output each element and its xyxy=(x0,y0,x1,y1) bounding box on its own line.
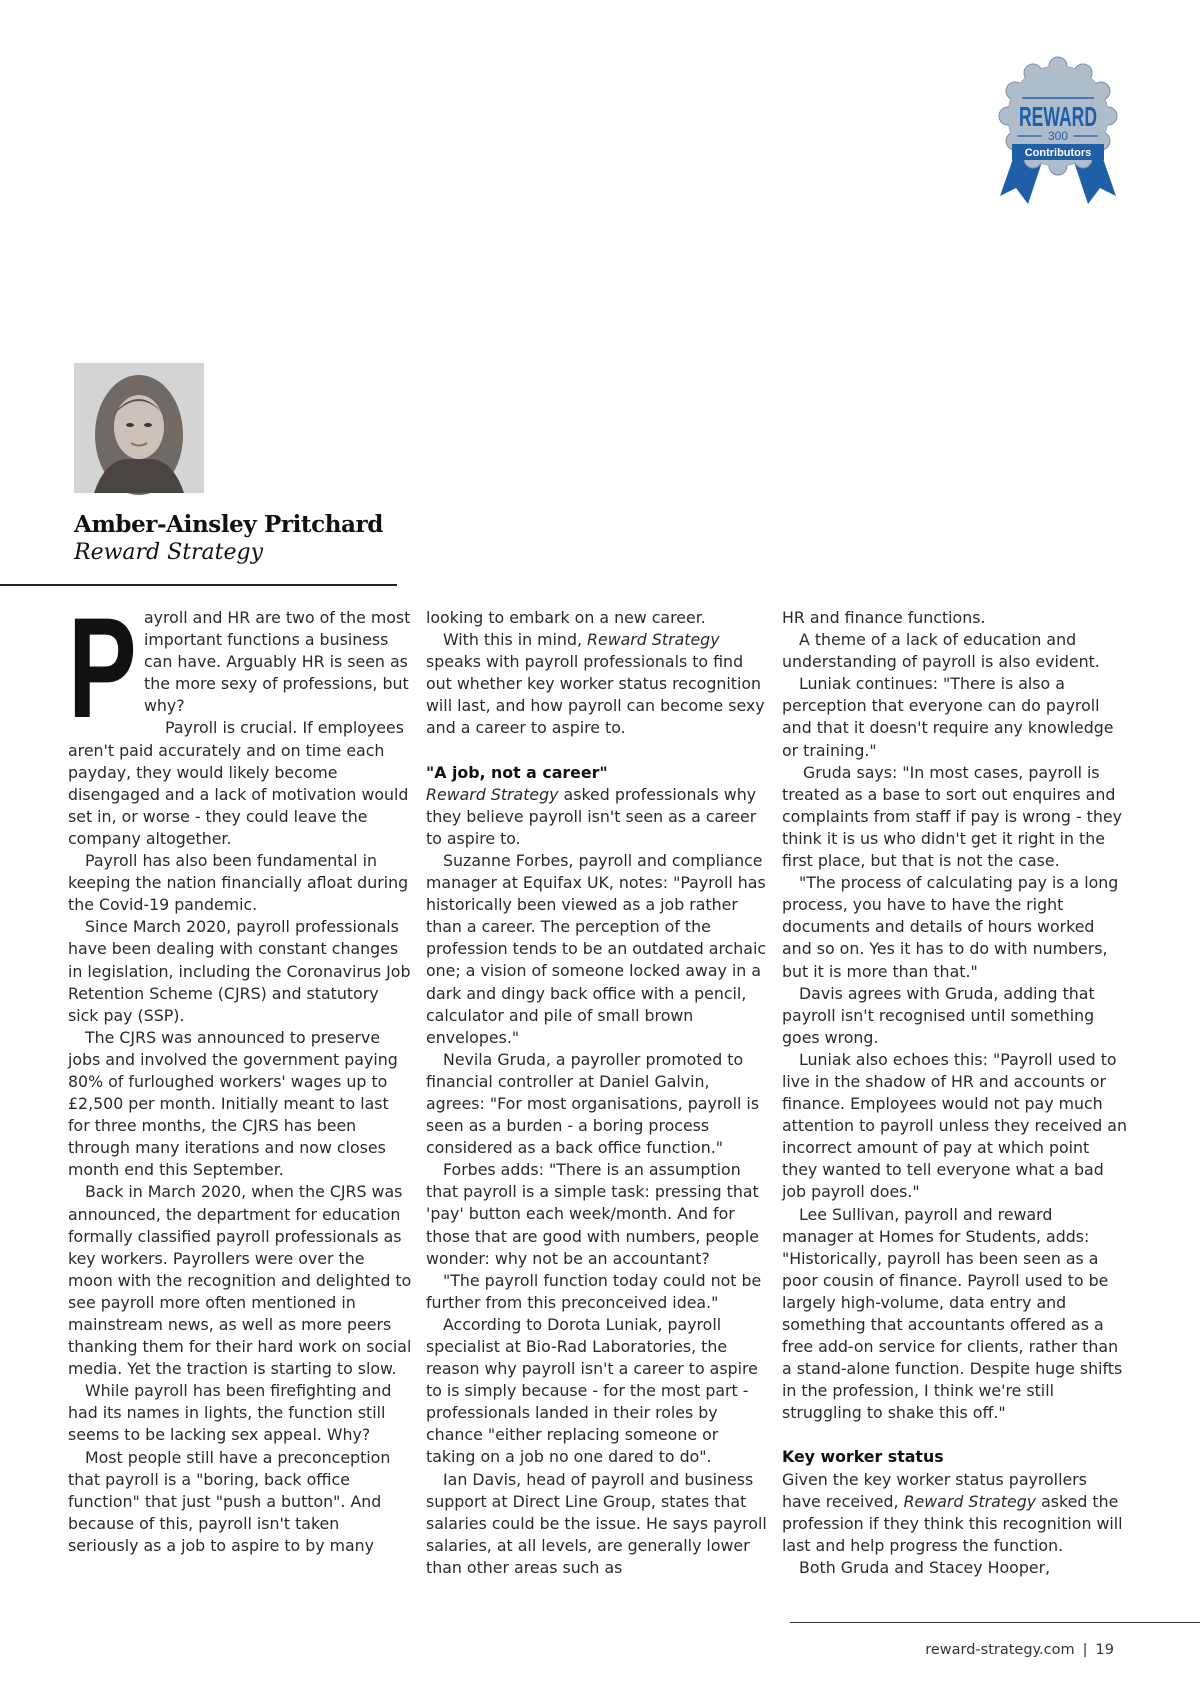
footer-separator: | xyxy=(1082,1642,1088,1658)
article-paragraph: Ian Davis, head of payroll and business support at Direct Line Group, states that salaries could be the issue. He says payroll salaries, at all levels, are generally lower than other areas such as xyxy=(426,1469,767,1577)
article-paragraph: Gruda says: "In most cases, payroll is treated as a base to sort out enquires and complaints from staff if pay is wrong - they think it is us who didn't get it right in the first place, but that is not the case. xyxy=(782,762,1122,871)
footer-divider xyxy=(790,1622,1200,1623)
article-paragraph: Back in March 2020, when the CJRS was announced, the department for education formally classified payroll professionals as key workers. Payrollers were over the moon with the recognition and delighted to see payroll more often mentioned in mainstream news, as well as more peers thanking them for their hard work on social media. Yet the traction is starting to slow. xyxy=(68,1182,412,1379)
article-paragraph: Luniak continues: "There is also a perception that everyone can do payroll and that it doesn't require any knowledge or training." xyxy=(782,674,1114,760)
article-paragraph: Payroll and HR are two of the most important functions a business can have. Arguably HR is seen as the more sexy of professions, but why? xyxy=(68,589,411,748)
article-column-2 xyxy=(426,607,771,1579)
article-paragraph: HR and finance functions. xyxy=(782,608,986,627)
article-paragraph: Luniak also echoes this: "Payroll used to live in the shadow of HR and accounts or finance. Employees would not pay much attention to payroll unless they received an incorrect amount of pay at which point they wanted to tell everyone what a bad job payroll does." xyxy=(782,1049,1128,1202)
article-paragraph: Given the key worker status payrollers have received, Reward Strategy asked the profession if they think this recognition will last and help progress the function. xyxy=(782,1469,1123,1555)
byline-divider xyxy=(0,584,397,586)
badge-title: REWARD xyxy=(1019,101,1097,132)
article-paragraph: Forbes adds: "There is an assumption that payroll is a simple task: pressing that 'pay' button each week/month. And for those that are good with numbers, people wonder: why not be an accountant? xyxy=(426,1160,759,1268)
reward-300-contributors-badge xyxy=(996,58,1120,204)
article-paragraph: Both Gruda and Stacey Hooper, xyxy=(799,1557,1051,1577)
article-paragraph: Reward Strategy asked professionals why they believe payroll isn't seen as a career to aspire to. xyxy=(426,784,757,848)
article-paragraph: According to Dorota Luniak, payroll specialist at Bio-Rad Laboratories, the reason why payroll isn't a career to aspire to is simply because - for the most part - professionals landed in their roles by chance "either replacing someone or taking on a job no one dared to do". xyxy=(426,1314,758,1467)
article-column-1 xyxy=(68,589,413,1557)
article-paragraph: The CJRS was announced to preserve jobs and involved the government paying 80% of furloughed workers' wages up to £2,500 per month. Initially meant to last for three months, the CJRS has been through many iterations and now closes month end this September. xyxy=(68,1027,398,1180)
article-paragraph: A theme of a lack of education and understanding of payroll is also evident. xyxy=(782,630,1100,672)
article-paragraph: Lee Sullivan, payroll and reward manager at Homes for Students, adds: "Historically, payroll has been seen as a poor cousin of finance. Payroll used to be largely high-volume, data entry and something that accountants offered as a free add-on service for clients, rather than a stand-alone function. Despite huge shifts in the profession, I think we're still struggling to shake this off." xyxy=(782,1204,1123,1423)
article-paragraph: "The payroll function today could not be further from this preconceived idea." xyxy=(426,1270,762,1312)
author-byline xyxy=(74,510,394,566)
article-paragraph: Payroll is crucial. If employees aren't paid accurately and on time each payday, they would likely become disengaged and a lack of motivation would set in, or worse - they could leave the company altogether. xyxy=(68,718,409,848)
author-portrait-image xyxy=(74,363,204,493)
article-paragraph: Most people still have a preconception that payroll is a "boring, back office function" that just "push a button". And because of this, payroll isn't taken seriously as a job to aspire to by many xyxy=(68,1447,391,1555)
badge-subtitle: Contributors xyxy=(1024,147,1092,159)
article-paragraph: looking to embark on a new career. xyxy=(426,608,706,627)
author-photo xyxy=(74,363,204,493)
section-heading: Key worker status xyxy=(782,1447,944,1467)
section-heading: "A job, not a career" xyxy=(426,762,608,782)
badge-number: 300 xyxy=(1047,129,1069,143)
article-paragraph: Suzanne Forbes, payroll and compliance manager at Equifax UK, notes: "Payroll has historically been viewed as a job rather than a career. The perception of the profession tends to be an outdated archaic one; a vision of someone locked away in a dark and dingy back office with a pencil, calculator and pile of small brown envelopes." xyxy=(426,850,767,1047)
article-paragraph: Since March 2020, payroll professionals have been dealing with constant changes in legislation, including the Coronavirus Job Retention Scheme (CJRS) and statutory sick pay (SSP). xyxy=(68,917,411,1025)
footer-site-url: reward-strategy.com xyxy=(925,1642,1075,1658)
article-paragraph: Payroll has also been fundamental in keeping the nation financially afloat during the Covid-19 pandemic. xyxy=(68,851,409,915)
article-paragraph: Davis agrees with Gruda, adding that payroll isn't recognised until something goes wrong. xyxy=(782,983,1095,1047)
page-footer xyxy=(0,1642,1114,1658)
article-paragraph: With this in mind, Reward Strategy speaks with payroll professionals to find out whether key worker status recognition will last, and how payroll can become sexy and a career to aspire to. xyxy=(426,630,765,738)
article-paragraph: While payroll has been firefighting and had its names in lights, the function still seems to be lacking sex appeal. Why? xyxy=(68,1381,392,1445)
drop-cap: P xyxy=(68,589,137,748)
article-paragraph: Nevila Gruda, a payroller promoted to financial controller at Daniel Galvin, agrees: "For most organisations, payroll is seen as a burden - a boring process considered as a back office function." xyxy=(426,1049,760,1158)
page-number: 19 xyxy=(1095,1642,1114,1658)
article-column-3 xyxy=(782,607,1127,1579)
author-name: Amber-Ainsley Pritchard xyxy=(74,511,383,538)
author-publication: Reward Strategy xyxy=(74,540,264,565)
article-paragraph: "The process of calculating pay is a long process, you have to have the right documents and details of hours worked and so on. Yes it has to do with numbers, but it is more than that." xyxy=(782,873,1119,981)
